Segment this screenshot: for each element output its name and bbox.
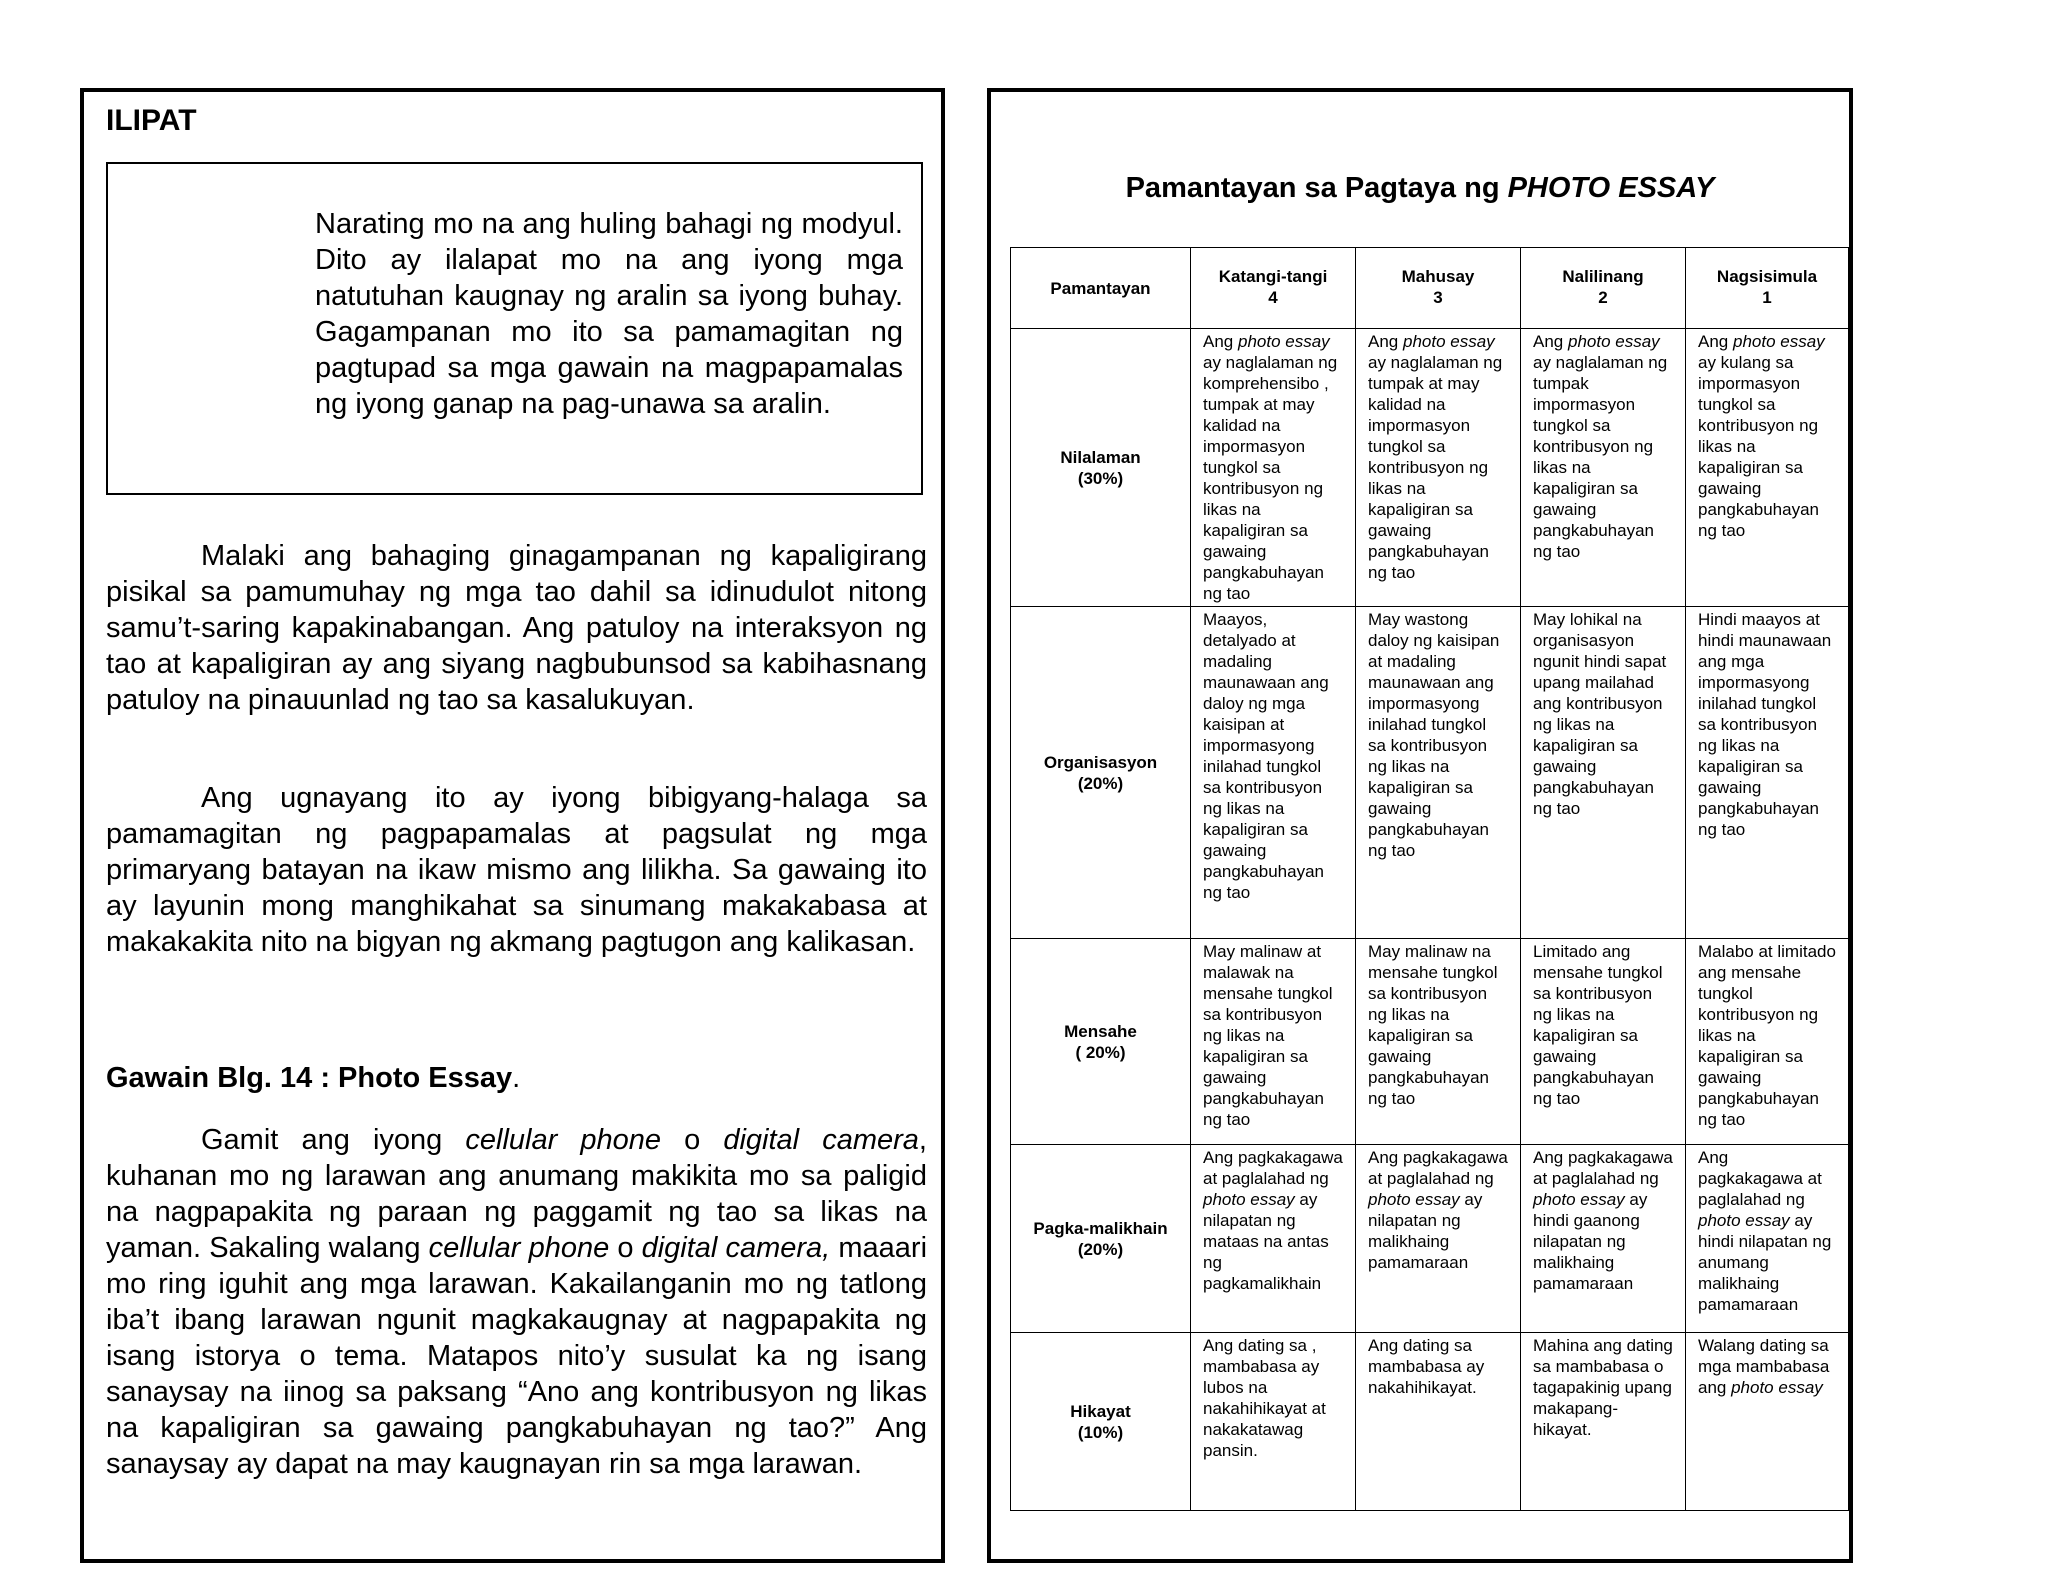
rubric-cell bbox=[1521, 329, 1686, 607]
instr-text-3: , kuhanan mo ng larawan ang anumang makikita mo sa paligid na nagpapakita ng paraan ng paggamit ng tao sa likas na yaman. Sakaling walang bbox=[106, 1124, 927, 1264]
rubric-cell bbox=[1521, 1333, 1686, 1511]
rubric-title-text: Pamantayan sa Pagtaya ng bbox=[1125, 172, 1508, 204]
criterion-name: Pagka-malikhain bbox=[1033, 1218, 1168, 1238]
cell-text: Ang bbox=[1533, 332, 1568, 351]
criterion-weight: (20%) bbox=[1077, 773, 1124, 793]
instr-italic-1: cellular phone bbox=[465, 1124, 661, 1156]
cell-text: Ang pagkakagawa at paglalahad ng bbox=[1368, 1148, 1508, 1188]
rubric-cell bbox=[1356, 939, 1521, 1145]
header-pamantayan bbox=[1011, 248, 1191, 329]
cell-text: ay hindi gaanong nilapatan ng malikhaing pamamaraan bbox=[1533, 1190, 1648, 1293]
cell-text: May wastong daloy ng kaisipan at madaling maunawaan ang impormasyong inilahad tungkol sa kontribusyon ng likas na kapaligiran sa gawaing pangkabuhayan ng tao bbox=[1368, 610, 1500, 860]
cell-text: May malinaw na mensahe tungkol sa kontribusyon ng likas na kapaligiran sa gawaing pangkabuhayan ng tao bbox=[1368, 942, 1498, 1108]
cell-text: Hindi maayos at hindi maunawaan ang mga impormasyong inilahad tungkol sa kontribusyon ng likas na kapaligiran sa gawaing pangkabuhayan ng tao bbox=[1698, 610, 1832, 839]
cell-text: May lohikal na organisasyon ngunit hindi sapat upang mailahad ang kontribusyon ng likas na kapaligiran sa gawaing pangkabuhayan ng tao bbox=[1533, 610, 1667, 818]
header-score: 4 bbox=[1268, 288, 1278, 307]
paragraph-instructions bbox=[106, 1122, 927, 1482]
rubric-cell bbox=[1191, 607, 1356, 939]
cell-text: May malinaw at malawak na mensahe tungkol sa kontribusyon ng likas na kapaligiran sa gawaing pangkabuhayan ng tao bbox=[1203, 942, 1333, 1129]
rubric-cell bbox=[1521, 1145, 1686, 1333]
cell-text: Ang dating sa , mambabasa ay lubos na nakahihikayat at nakakatawag pansin. bbox=[1203, 1336, 1326, 1460]
header-score: 2 bbox=[1598, 288, 1608, 307]
cell-text: Ang bbox=[1203, 332, 1238, 351]
instr-text-1: Gamit ang iyong bbox=[201, 1124, 466, 1156]
header-katangi-tangi bbox=[1191, 248, 1356, 329]
rubric-cell bbox=[1686, 939, 1849, 1145]
cell-italic: photo essay bbox=[1368, 1190, 1460, 1209]
cell-text: Ang bbox=[1698, 332, 1733, 351]
criterion-name: Nilalaman bbox=[1060, 447, 1141, 467]
rubric-table bbox=[1010, 247, 1849, 1511]
rubric-header-row bbox=[1011, 248, 1849, 329]
cell-italic: photo essay bbox=[1731, 1378, 1823, 1397]
criterion-cell bbox=[1011, 939, 1191, 1145]
header-label: Nalilinang bbox=[1562, 267, 1644, 286]
rubric-row-mensahe bbox=[1011, 939, 1849, 1145]
rubric-cell bbox=[1356, 329, 1521, 607]
cell-text: Ang bbox=[1368, 332, 1403, 351]
activity-title bbox=[106, 1060, 927, 1096]
paragraph-ugnayan: Ang ugnayang ito ay iyong bibigyang-halaga sa pamamagitan ng pagpapamalas at pagsulat ng mga primaryang batayan na ikaw mismo ang lilikha. Sa gawaing ito ay layunin mong manghikahat sa sinumang makakabasa at makakakita nito na bigyan ng akmang pagtugon ang kalikasan. bbox=[106, 782, 927, 958]
rubric-cell bbox=[1521, 607, 1686, 939]
rubric-cell bbox=[1191, 329, 1356, 607]
cell-text: Ang pagkakagawa at paglalahad ng bbox=[1533, 1148, 1673, 1188]
criterion-name: Organisasyon bbox=[1043, 752, 1158, 772]
cell-text: ay naglalaman ng komprehensibo , tumpak at may kalidad na impormasyon tungkol sa kontribusyon ng likas na kapaligiran sa gawaing pangkabuhayan ng tao bbox=[1203, 353, 1338, 603]
header-label: Mahusay bbox=[1401, 267, 1475, 286]
activity-title-text: Gawain Blg. 14 : Photo Essay bbox=[106, 1062, 513, 1094]
rubric-row-pagka-malikhain bbox=[1011, 1145, 1849, 1333]
header-mahusay bbox=[1356, 248, 1521, 329]
instr-text-5: maaari mo ring iguhit ang mga larawan. Kakailanganin mo ng tatlong iba’t ibang larawan ngunit magkakaugnay at nagpapakita ng isang istorya o tema. Matapos nito’y susulat ka ng isang sanaysay na iinog sa paksang “Ano ang kontribusyon ng likas na kapaligiran sa gawaing pangkabuhayan ng tao?” Ang sanaysay ay dapat na may kaugnayan rin sa mga larawan. bbox=[106, 1232, 928, 1480]
criterion-name: Mensahe bbox=[1064, 1021, 1137, 1041]
header-label: Nagsisimula bbox=[1716, 267, 1818, 286]
criterion-weight: (10%) bbox=[1077, 1422, 1124, 1442]
cell-text: Malabo at limitado ang mensahe tungkol kontribusyon ng likas na kapaligiran sa gawaing pangkabuhayan ng tao bbox=[1698, 942, 1836, 1129]
activity-title-period: . bbox=[512, 1062, 521, 1094]
instr-italic-2: digital camera bbox=[723, 1124, 919, 1156]
cell-text: ay hindi nilapatan ng anumang malikhaing pamamaraan bbox=[1698, 1211, 1832, 1314]
instr-italic-3: cellular phone bbox=[428, 1232, 610, 1264]
cell-italic: photo essay bbox=[1698, 1211, 1790, 1230]
rubric-row-nilalaman bbox=[1011, 329, 1849, 607]
rubric-cell bbox=[1521, 939, 1686, 1145]
intro-text: Narating mo na ang huling bahagi ng modyul. Dito ay ilalapat mo na ang iyong mga natutuhan kaugnay ng aralin sa iyong buhay. Gagampanan mo ito sa pamamagitan ng pagtupad sa mga gawain na magpapamalas ng iyong ganap na pag-unawa sa aralin. bbox=[315, 208, 903, 420]
instr-text-4: o bbox=[609, 1232, 642, 1264]
rubric-cell bbox=[1686, 329, 1849, 607]
rubric-cell bbox=[1356, 1145, 1521, 1333]
right-panel bbox=[987, 88, 1853, 1563]
cell-text: ay nilapatan ng malikhaing pamamaraan bbox=[1368, 1190, 1483, 1272]
criterion-cell bbox=[1011, 1145, 1191, 1333]
criterion-name: Hikayat bbox=[1070, 1401, 1131, 1421]
cell-italic: photo essay bbox=[1237, 332, 1330, 351]
criterion-weight: (20%) bbox=[1077, 1239, 1124, 1259]
instr-italic-4: digital camera, bbox=[641, 1232, 831, 1264]
criterion-cell bbox=[1011, 329, 1191, 607]
criterion-cell bbox=[1011, 1333, 1191, 1511]
cell-text: Maayos, detalyado at madaling maunawaan ang daloy ng mga kaisipan at impormasyong inilahad tungkol sa kontribusyon ng likas na kapaligiran sa gawaing pangkabuhayan ng tao bbox=[1203, 610, 1329, 902]
criterion-cell bbox=[1011, 607, 1191, 939]
cell-text: ay nilapatan ng mataas na antas ng pagkamalikhain bbox=[1203, 1190, 1329, 1293]
rubric-title-italic: PHOTO ESSAY bbox=[1507, 172, 1715, 204]
rubric-cell bbox=[1686, 1333, 1849, 1511]
rubric-cell bbox=[1356, 1333, 1521, 1511]
intro-box bbox=[106, 162, 923, 495]
cell-text: Walang dating sa mga mambabasa ang bbox=[1698, 1336, 1830, 1397]
cell-text: Ang pagkakagawa at paglalahad ng bbox=[1698, 1148, 1822, 1209]
cell-text: Ang pagkakagawa at paglalahad ng bbox=[1203, 1148, 1343, 1188]
criterion-weight: ( 20%) bbox=[1075, 1042, 1126, 1062]
rubric-row-organisasyon bbox=[1011, 607, 1849, 939]
cell-text: Limitado ang mensahe tungkol sa kontribusyon ng likas na kapaligiran sa gawaing pangkabuhayan ng tao bbox=[1533, 942, 1663, 1108]
header-score: 3 bbox=[1433, 288, 1443, 307]
cell-italic: photo essay bbox=[1203, 1190, 1295, 1209]
rubric-cell bbox=[1191, 1333, 1356, 1511]
rubric-title bbox=[991, 172, 1849, 205]
criterion-weight: (30%) bbox=[1077, 468, 1124, 488]
header-score: 1 bbox=[1762, 288, 1772, 307]
header-label: Katangi-tangi bbox=[1218, 267, 1328, 286]
cell-text: ay naglalaman ng tumpak impormasyon tungkol sa kontribusyon ng likas na kapaligiran sa gawaing pangkabuhayan ng tao bbox=[1533, 353, 1668, 561]
cell-italic: photo essay bbox=[1567, 332, 1660, 351]
cell-text: ay kulang sa impormasyon tungkol sa kontribusyon ng likas na kapaligiran sa gawaing pangkabuhayan ng tao bbox=[1698, 353, 1820, 540]
rubric-cell bbox=[1686, 1145, 1849, 1333]
cell-italic: photo essay bbox=[1402, 332, 1495, 351]
header-label: Pamantayan bbox=[1050, 278, 1151, 298]
cell-text: Mahina ang dating sa mambabasa o tagapakinig upang makapang-hikayat. bbox=[1533, 1336, 1673, 1439]
left-panel bbox=[80, 88, 945, 1563]
rubric-cell bbox=[1191, 939, 1356, 1145]
header-nagsisimula bbox=[1686, 248, 1849, 329]
paragraph-kapaligiran: Malaki ang bahaging ginagampanan ng kapaligirang pisikal sa pamumuhay ng mga tao dahil sa idinudulot nitong samu’t-saring kapakinabangan. Ang patuloy na interaksyon ng tao at kapaligiran ay ang siyang nagbubunsod sa kabihasnang patuloy na pinauunlad ng tao sa kasalukuyan. bbox=[106, 540, 927, 716]
cell-italic: photo essay bbox=[1533, 1190, 1625, 1209]
cell-text: Ang dating sa mambabasa ay nakahihikayat. bbox=[1368, 1336, 1485, 1397]
section-title: ILIPAT bbox=[106, 104, 197, 137]
rubric-cell bbox=[1686, 607, 1849, 939]
header-nalilinang bbox=[1521, 248, 1686, 329]
instr-text-2: o bbox=[661, 1124, 724, 1156]
rubric-cell bbox=[1356, 607, 1521, 939]
cell-italic: photo essay bbox=[1732, 332, 1825, 351]
rubric-cell bbox=[1191, 1145, 1356, 1333]
rubric-row-hikayat bbox=[1011, 1333, 1849, 1511]
cell-text: ay naglalaman ng tumpak at may kalidad na impormasyon tungkol sa kontribusyon ng likas na kapaligiran sa gawaing pangkabuhayan ng tao bbox=[1368, 353, 1503, 582]
